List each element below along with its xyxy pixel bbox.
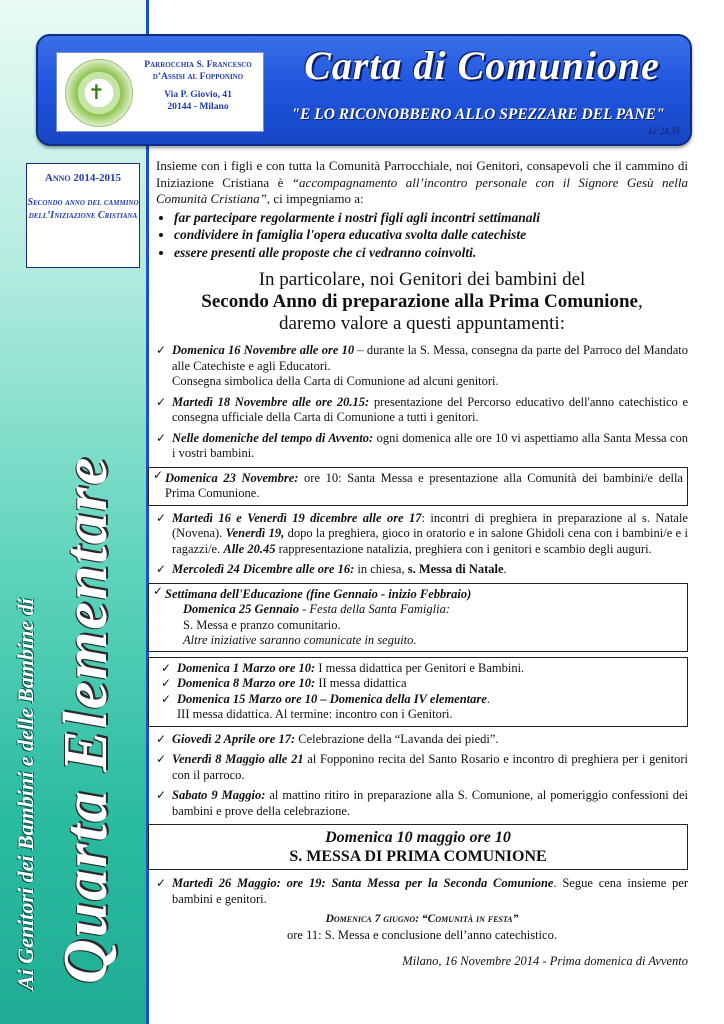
page-title: Carta di Comunione [304, 43, 660, 88]
bible-reference: Lc 24,35 [648, 126, 680, 136]
check-icon: ✓ [156, 788, 167, 802]
vertical-dedication: Ai Genitori dei Bambini e delle Bambine di [13, 598, 38, 990]
check-icon: ✓ [156, 562, 167, 576]
parish-name: Parrocchia S. Francesco d’Assisi al Fopponino [144, 59, 252, 82]
intro-paragraph [156, 158, 688, 208]
item-text: al Fopponino recita del Santo Rosario e incontro di preghiera per i genitori con il parroco. [172, 752, 689, 782]
closing-note [156, 912, 688, 943]
list-item [156, 876, 688, 907]
list-item [161, 691, 683, 723]
header-banner [36, 34, 692, 146]
check-icon: ✓ [156, 394, 167, 409]
item-subtext: S. Messa e pranzo comunitario. [183, 617, 341, 632]
intro-text-end: , ci impegniamo a: [266, 191, 364, 206]
school-year: Anno 2014-2015 [44, 172, 122, 184]
heading-line1: In particolare, noi Genitori dei bambini del [258, 269, 586, 290]
item-bold: s. Messa di Natale [407, 562, 504, 576]
list-item: • essere presenti alle proposte che ci vedranno coinvolti. [174, 245, 688, 262]
parish-logo [65, 59, 133, 127]
item-title: Mercoledì 24 Dicembre alle ore 16: [172, 562, 355, 576]
list-item-boxed [148, 467, 688, 506]
march-masses-box [148, 657, 688, 727]
check-icon: ✓ [153, 467, 164, 482]
page-subtitle: "E LO RICONOBBERO ALLO SPEZZARE DEL PANE" [291, 106, 665, 123]
list-item: • condividere in famiglia l'opera educativa svolta dalle catechiste [174, 227, 688, 244]
list-item [156, 788, 688, 819]
item-extra: III messa didattica. Al termine: incontro con i Genitori. [177, 707, 453, 721]
check-icon: ✓ [156, 876, 167, 890]
item-text: in chiesa, [354, 562, 408, 576]
list-item [156, 431, 688, 462]
item-title: Sabato 9 Maggio: [172, 788, 266, 802]
list-item [156, 752, 688, 783]
parish-box [56, 52, 264, 132]
item-text: : incontri di preghiera in preparazione al s. Natale (Novena). [172, 510, 688, 540]
item-subtext: Altre iniziative saranno comunicate in seguito. [183, 633, 417, 647]
intro-quote: “accompagnamento all’incontro personale con il Signore Gesù nella Comunità Cristiana” [156, 174, 689, 206]
heading-line2-suffix: , [637, 291, 643, 312]
item-title: Domenica 23 Novembre: [165, 470, 299, 485]
heading-line3: daremo valore a questi appuntamenti: [279, 313, 565, 334]
second-year-label: Secondo anno del cammino dell’Iniziazione Cristiana [27, 197, 139, 221]
check-icon: ✓ [156, 430, 167, 445]
heading-line2: Secondo Anno di preparazione alla Prima Comunione [201, 291, 638, 312]
parish-info [135, 59, 261, 113]
dove-icon: ✝ [88, 82, 105, 104]
item-text: I messa didattica per Genitori e Bambini. [315, 660, 525, 675]
list-item [156, 343, 688, 390]
item-title: Martedì 18 Novembre alle ore 20.15: [172, 394, 370, 409]
sidebar [0, 0, 149, 1024]
check-icon: ✓ [156, 343, 167, 357]
item-extra: Consegna simbolica della Carta di Comunione ad alcuni genitori. [172, 374, 499, 388]
item-text: . [503, 562, 507, 576]
item-text: al mattino ritiro in preparazione alla S. Comunione, al pomeriggio confessioni dei bambini e prove della celebrazione. [172, 788, 688, 818]
appointments-list [153, 343, 689, 970]
list-item: • far partecipare regolarmente i nostri figli agli incontri settimanali [174, 210, 688, 227]
first-communion-box [148, 824, 688, 870]
item-text: dopo la preghiera, gioco in oratorio e in salone Ghidoli cena con i bambini/e e i ragazzi/e. [172, 526, 688, 556]
item-title: Domenica 15 Marzo ore 10 – Domenica della IV elementare [177, 691, 487, 706]
section-heading [156, 269, 688, 335]
check-icon: ✓ [153, 583, 164, 598]
closing-title: Domenica 7 giugno: “Comunità in festa” [325, 913, 519, 925]
item-title: Domenica 16 Novembre alle ore 10 [172, 343, 355, 357]
item-title: Venerdì 8 Maggio alle 21 [172, 752, 304, 766]
item-text: Celebrazione della “Lavanda dei piedi”. [295, 731, 499, 746]
list-item-boxed [148, 583, 688, 652]
item-title: Settimana dell'Educazione (fine Gennaio - inizio Febbraio) [165, 586, 472, 601]
check-icon: ✓ [161, 676, 172, 690]
list-item [161, 660, 683, 677]
check-icon: ✓ [161, 691, 172, 706]
item-title: Domenica 1 Marzo ore 10: [177, 660, 316, 675]
item-text: presentazione del Percorso educativo dell'anno catechistico e consegna ufficiale della Carta di Comunione a tutti i genitori. [172, 394, 688, 424]
list-item [161, 676, 683, 692]
check-icon: ✓ [156, 752, 167, 766]
first-communion-title: S. MESSA DI PRIMA COMUNIONE [289, 848, 547, 865]
parish-address-street: Via P. Giovio, 41 [164, 89, 232, 100]
item-title: Nelle domeniche del tempo di Avvento: [172, 430, 374, 445]
item-subtitle: Domenica 25 Gennaio [183, 602, 299, 616]
item-details [165, 602, 683, 649]
check-icon: ✓ [156, 510, 167, 525]
signature-line: Milano, 16 Novembre 2014 - Prima domenica di Avvento [402, 954, 688, 968]
vertical-class-name: Quarta Elementare [52, 455, 120, 984]
item-title: Venerdì 19, [225, 526, 285, 540]
item-title: Giovedì 2 Aprile ore 17: [172, 731, 296, 746]
item-text: rappresentazione natalizia, preghiera con i genitori e scambio degli auguri. [275, 541, 652, 556]
list-item [156, 395, 688, 426]
item-title: Domenica 8 Marzo ore 10: [177, 676, 316, 690]
check-icon: ✓ [156, 731, 167, 746]
item-text: II messa didattica [315, 676, 407, 690]
intro-text: Insieme con i figli e con tutta la Comunità Parrocchiale, noi Genitori, consapevoli che il cammino di Iniziazione Cristiana è [156, 158, 688, 190]
list-item [156, 732, 688, 748]
item-title: Alle 20.45 [223, 541, 276, 556]
item-text: . [486, 691, 490, 706]
main-content [153, 158, 689, 970]
check-icon: ✓ [161, 660, 172, 675]
list-item [156, 511, 688, 558]
parish-address-city: 20144 - Milano [167, 101, 229, 112]
vertical-title [6, 456, 126, 990]
commitment-list [156, 210, 688, 262]
item-text: ogni domenica alle ore 10 vi aspettiamo alla Santa Messa con i vostri bambini. [172, 430, 688, 460]
item-title: Martedì 26 Maggio: ore 19: Santa Messa per la Seconda Comunione [172, 876, 554, 890]
closing-text: ore 11: S. Messa e conclusione dell’anno catechistico. [287, 927, 557, 942]
item-text: ore 10: Santa Messa e presentazione alla Comunità dei bambini/e della Prima Comunione. [165, 470, 683, 500]
item-title: Martedì 16 e Venerdì 19 dicembre alle ore 17 [172, 510, 422, 525]
item-text: . Segue cena insieme per bambini e genitori. [172, 876, 688, 906]
list-item [156, 562, 688, 578]
item-text: – durante la S. Messa, consegna da parte del Parroco del Mandato alle Catechiste e agli Educatori. [172, 343, 688, 373]
year-box [26, 163, 140, 268]
first-communion-date: Domenica 10 maggio ore 10 [325, 829, 511, 846]
item-subtext: - Festa della Santa Famiglia: [298, 602, 451, 616]
